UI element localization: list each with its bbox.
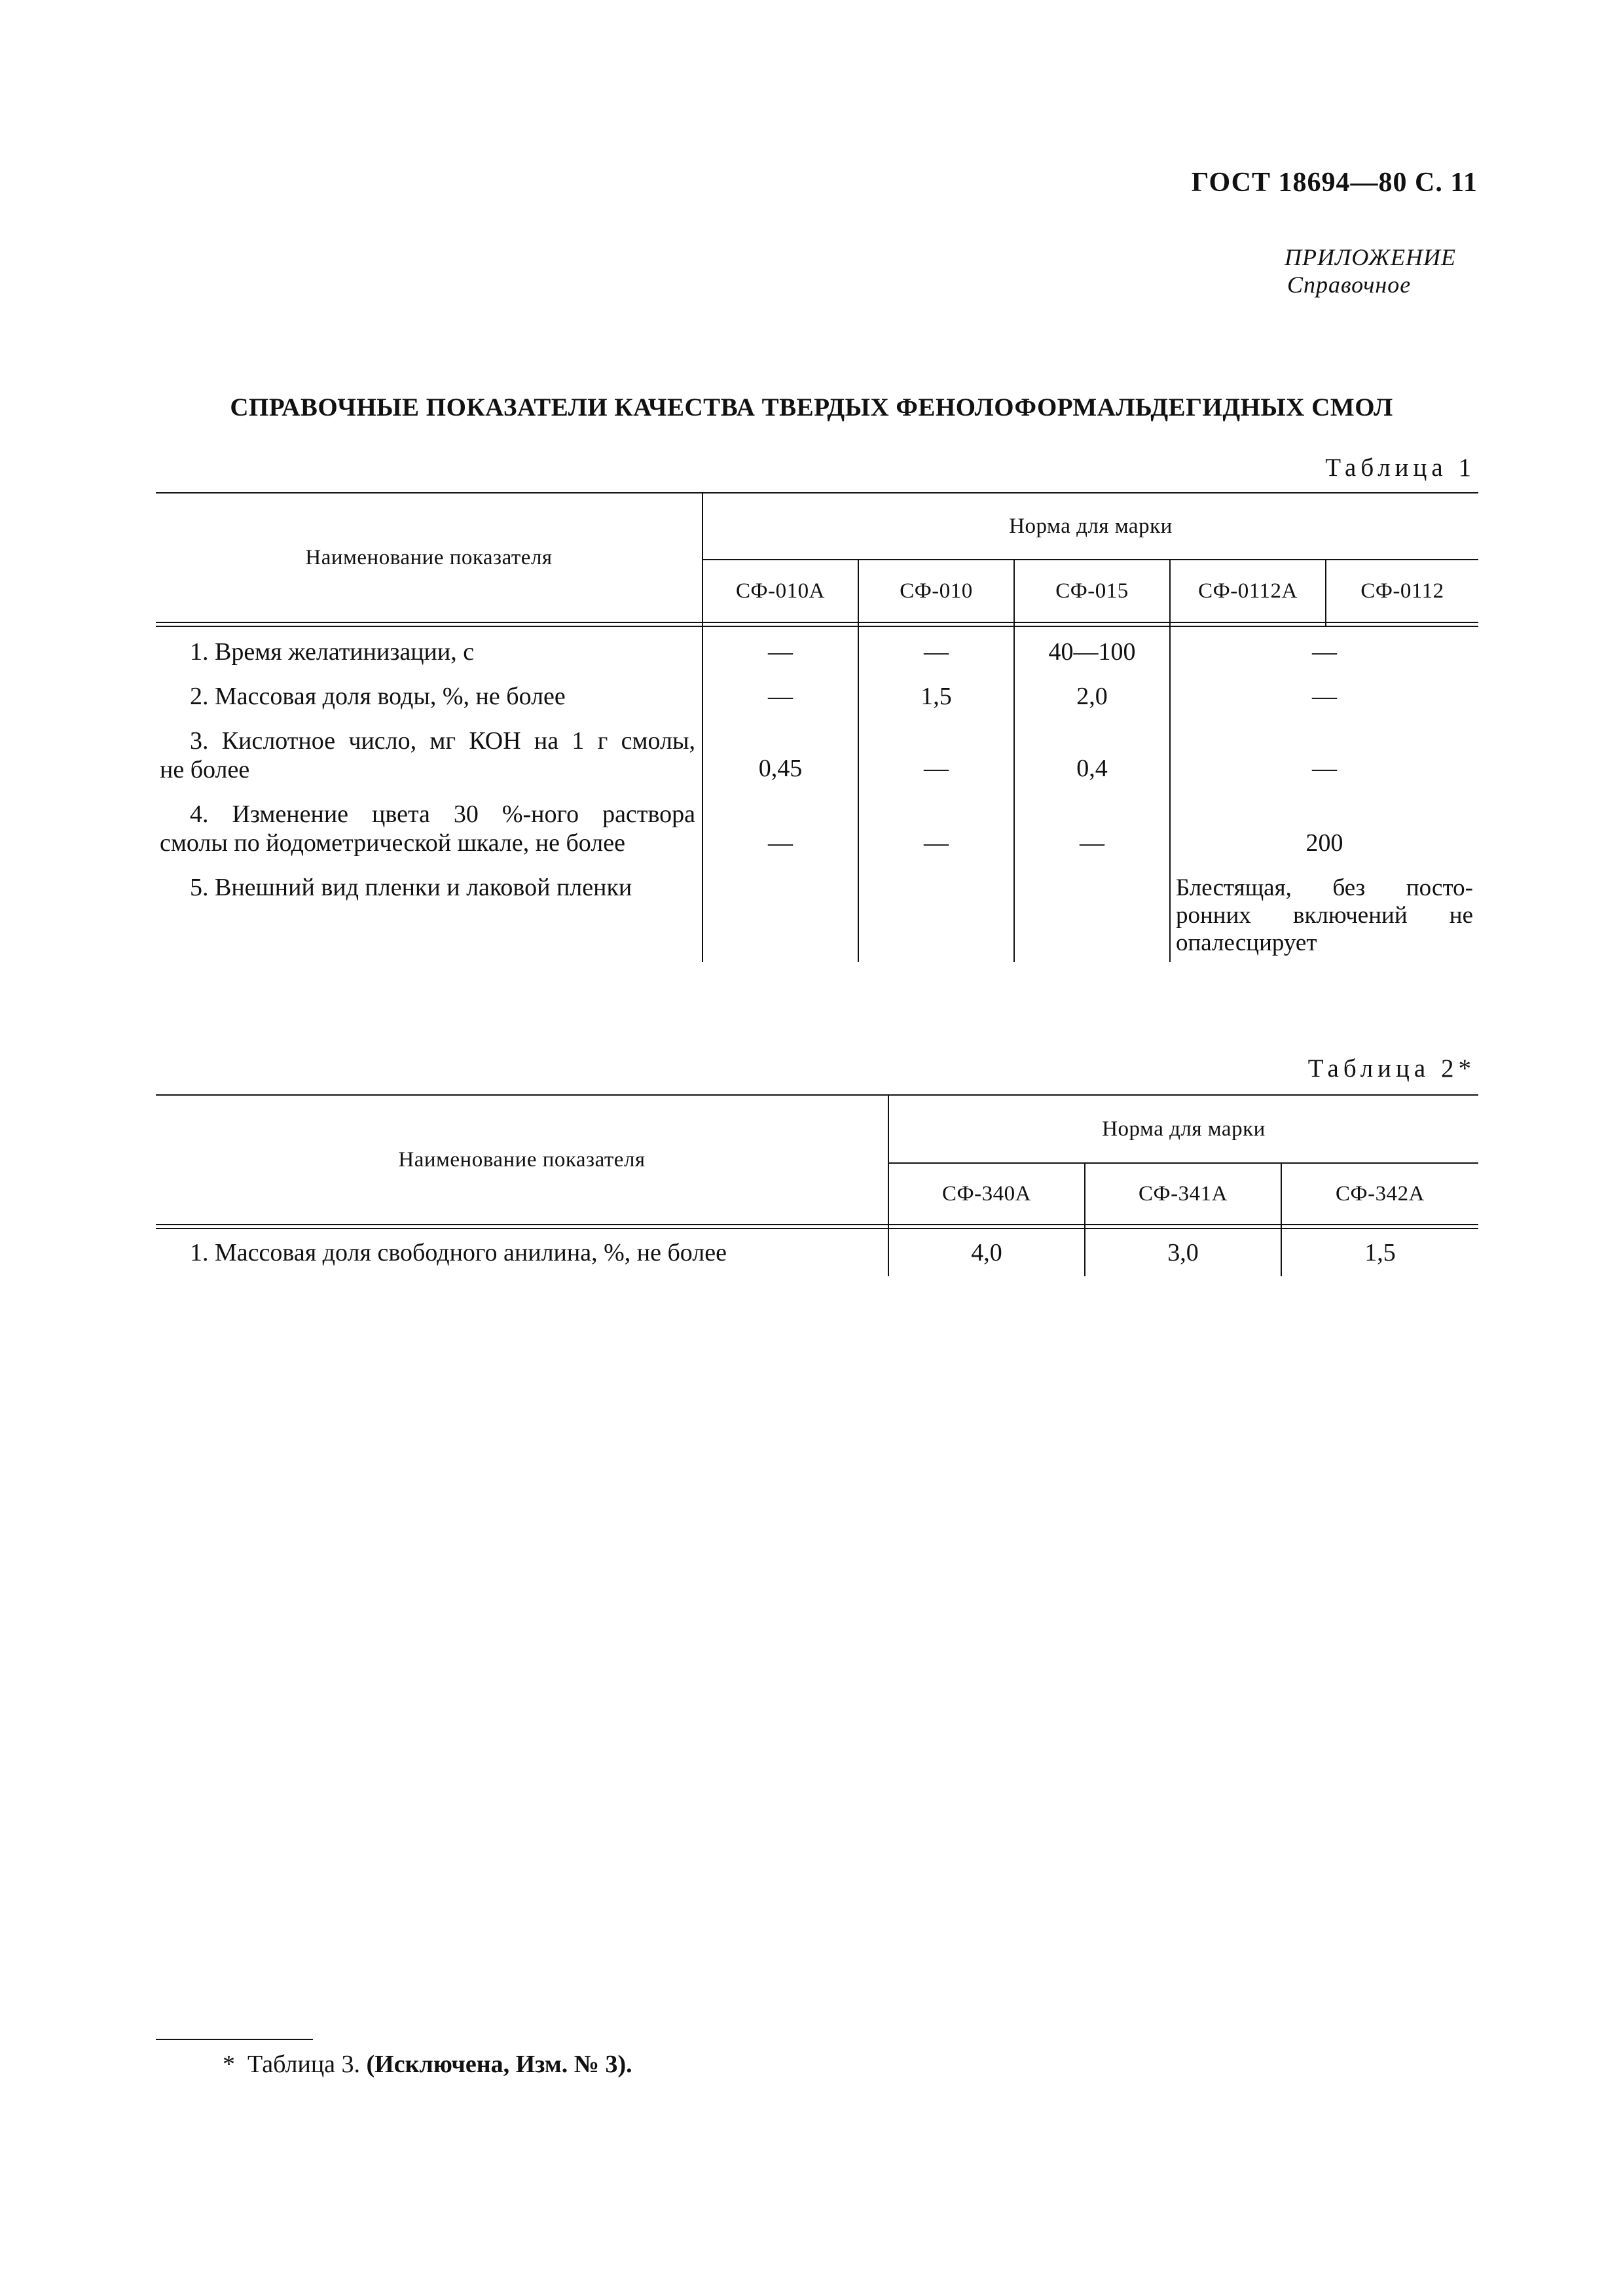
document-reference: ГОСТ 18694—80 С. 11 bbox=[1191, 168, 1478, 198]
table1-row-label: 2. Массовая доля воды, %, не более bbox=[190, 683, 566, 710]
table1-row-label-cont: не более bbox=[160, 756, 250, 783]
table1-row-label: 4. Изменение цвета 30 %-ного раствора bbox=[190, 800, 695, 828]
table2-cell: 1,5 bbox=[1364, 1239, 1396, 1266]
page-title: СПРАВОЧНЫЕ ПОКАЗАТЕЛИ КАЧЕСТВА ТВЕРДЫХ ФЕНОЛОФОРМАЛЬДЕГИДНЫХ СМОЛ bbox=[230, 393, 1393, 422]
table2-cell: 3,0 bbox=[1167, 1239, 1199, 1266]
table1-cell: — bbox=[924, 755, 949, 782]
table1-caption: Таблица 1 bbox=[1325, 454, 1476, 482]
table1-row-label: 5. Внешний вид пленки и лаковой пленки bbox=[190, 874, 632, 901]
table1-cell: 0,45 bbox=[758, 755, 803, 782]
footnote bbox=[223, 2050, 632, 2079]
table2-col-header: СФ-341А bbox=[1139, 1181, 1228, 1206]
footnote-separator bbox=[156, 2039, 313, 2040]
table1-row-label-cont: смолы по йодометрической шкале, не более bbox=[160, 829, 625, 857]
table1-cell: — bbox=[924, 829, 949, 857]
table1-header-rule-b bbox=[156, 626, 1478, 627]
table1-col-header: СФ-010 bbox=[900, 579, 973, 603]
footnote-text: Таблица 3. bbox=[247, 2051, 361, 2078]
table1-cell-text: ронних включений не bbox=[1176, 902, 1473, 929]
table1-cell: — bbox=[1312, 755, 1337, 782]
table1-cell: — bbox=[1312, 638, 1337, 666]
table1-row-label: 1. Время желатинизации, с bbox=[190, 638, 475, 666]
table1-cell: — bbox=[768, 829, 793, 857]
table1-header-rule-a bbox=[156, 622, 1478, 623]
table2-caption: Таблица 2* bbox=[1307, 1054, 1476, 1083]
table2-header-name: Наименование показателя bbox=[398, 1147, 646, 1172]
appendix-block bbox=[1285, 243, 1456, 298]
table1-cell: 0,4 bbox=[1076, 755, 1108, 782]
table1-header-name: Наименование показателя bbox=[305, 545, 553, 569]
table2-header-group: Норма для марки bbox=[1102, 1117, 1266, 1141]
table1-col-header: СФ-010А bbox=[736, 579, 825, 603]
table2-header-rule-b bbox=[156, 1228, 1478, 1229]
table1-cell-text: опалесцирует bbox=[1176, 929, 1317, 956]
table1-cell: 2,0 bbox=[1076, 683, 1108, 710]
table2-row-label: 1. Массовая доля свободного анилина, %, не более bbox=[190, 1239, 727, 1266]
footnote-bold: (Исключена, Изм. № 3). bbox=[366, 2051, 632, 2078]
table1-cell: 1,5 bbox=[921, 683, 952, 710]
table1-cell: 200 bbox=[1305, 829, 1343, 857]
table1-cell: — bbox=[768, 638, 793, 666]
appendix-kind: Справочное bbox=[1287, 272, 1412, 298]
table1-cell: 40—100 bbox=[1048, 638, 1136, 666]
appendix-label: ПРИЛОЖЕНИЕ bbox=[1285, 244, 1456, 270]
table1-cell: — bbox=[1080, 829, 1104, 857]
table1-cell: — bbox=[1312, 683, 1337, 710]
table1-row-label: 3. Кислотное число, мг КОН на 1 г смолы, bbox=[190, 727, 695, 755]
table2-col-header: СФ-342А bbox=[1336, 1181, 1425, 1206]
table1-col-header: СФ-0112 bbox=[1360, 579, 1444, 603]
table1-cell: — bbox=[924, 638, 949, 666]
table1-cell-text: Блестящая, без посто- bbox=[1176, 874, 1473, 901]
table2-cell: 4,0 bbox=[971, 1239, 1002, 1266]
table1-header-group: Норма для марки bbox=[1009, 514, 1173, 538]
table1-col-header: СФ-0112А bbox=[1198, 579, 1298, 603]
table2-col-header: СФ-340А bbox=[942, 1181, 1031, 1206]
table1-cell: — bbox=[768, 683, 793, 710]
table2-header-rule-a bbox=[156, 1224, 1478, 1225]
footnote-marker: * bbox=[223, 2051, 235, 2078]
table1-col-header: СФ-015 bbox=[1055, 579, 1129, 603]
